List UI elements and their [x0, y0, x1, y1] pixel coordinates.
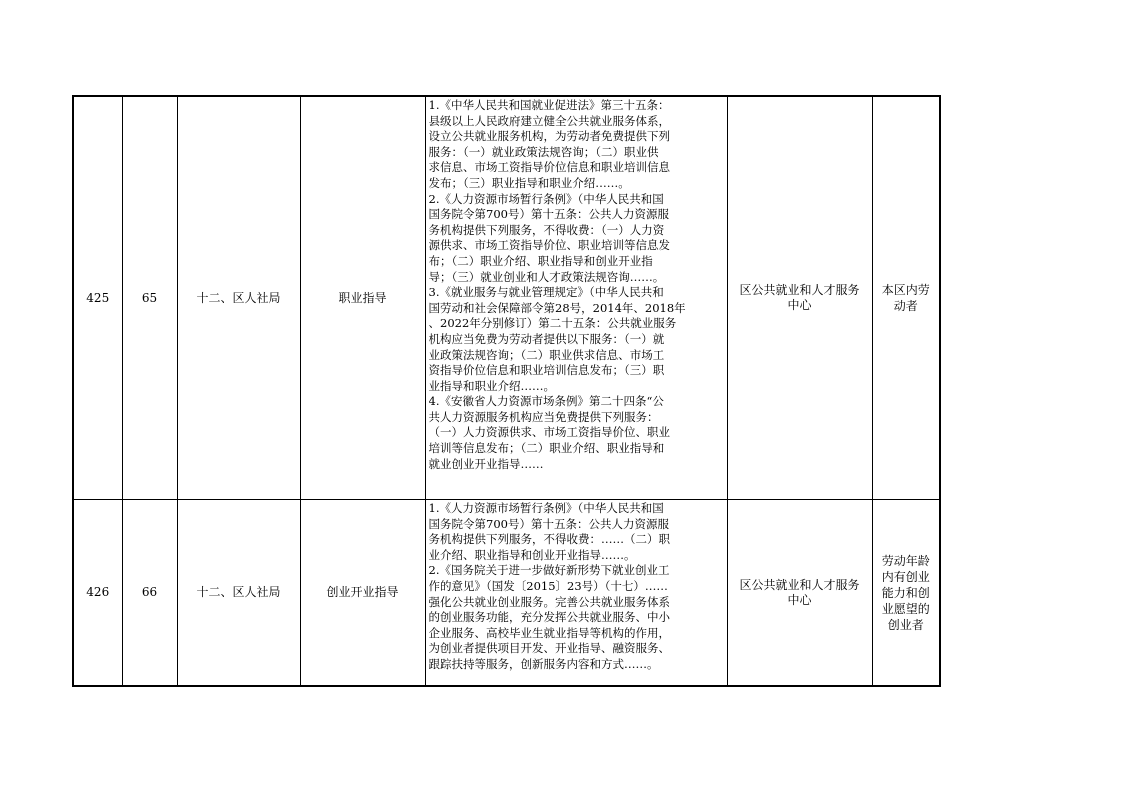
- department-cell: 十二、区人社局: [177, 500, 300, 687]
- basis-line: 的创业服务功能，充分发挥公共就业服务、中小: [428, 610, 670, 625]
- seq-cell: 426: [73, 500, 122, 687]
- service-item-cell: 创业开业指导: [300, 500, 425, 687]
- basis-line: 业介绍、职业指导和创业开业指导……。: [428, 547, 636, 562]
- target-line: 业愿望的: [881, 601, 930, 616]
- basis-line: 1.《人力资源市场暂行条例》（中华人民共和国: [428, 501, 664, 515]
- table-row: [73, 500, 940, 687]
- target-line: 劳动年龄: [881, 553, 930, 568]
- basis-line: 源供求、市场工资指导价位、职业培训等信息发: [428, 238, 670, 253]
- target-line: 本区内劳: [881, 283, 930, 297]
- basis-line: 导；（三）就业创业和人才政策法规咨询……。: [428, 269, 665, 284]
- basis-line: 强化公共就业创业服务。完善公共就业服务体系: [428, 594, 670, 609]
- sub-seq-cell: 65: [122, 96, 177, 500]
- department-cell: 十二、区人社局: [177, 96, 300, 500]
- sub-seq-cell: 66: [122, 500, 177, 687]
- basis-line: 国务院令第700号）第十五条：公共人力资源服: [428, 207, 669, 222]
- basis-line: 共人力资源服务机构应当免费提供下列服务：: [428, 409, 659, 424]
- service-org-cell: [727, 96, 872, 500]
- basis-line: 业政策法规咨询；（二）职业供求信息、市场工: [428, 347, 665, 362]
- basis-line: 企业服务、高校毕业生就业指导等机构的作用，: [428, 625, 670, 640]
- org-line: 区公共就业和人才服务: [739, 283, 860, 297]
- seq-cell: 425: [73, 96, 122, 500]
- basis-line: 资指导价位信息和职业培训信息发布；（三）职: [428, 363, 665, 378]
- legal-basis-cell: [425, 96, 727, 500]
- target-line: 能力和创: [881, 585, 930, 600]
- org-line: 中心: [787, 592, 812, 607]
- legal-basis-cell: [425, 500, 727, 687]
- service-table: [72, 95, 941, 687]
- basis-line: 2.《人力资源市场暂行条例》（中华人民共和国: [428, 191, 664, 206]
- target-line: 内有创业: [881, 569, 930, 584]
- basis-line: 县级以上人民政府建立健全公共就业服务体系，: [428, 113, 670, 128]
- basis-line: 布；（二）职业介绍、职业指导和创业开业指: [428, 253, 653, 268]
- basis-line: 国劳动和社会保障部令第28号，2014年、2018年: [428, 300, 686, 315]
- org-line: 区公共就业和人才服务: [739, 577, 860, 592]
- basis-line: 发布；（三）职业指导和职业介绍……。: [428, 175, 630, 190]
- target-cell: [872, 96, 940, 500]
- basis-line: 作的意见》（国发〔2015〕23号）（十七）……: [428, 578, 668, 593]
- service-org-cell: [727, 500, 872, 687]
- basis-line: 跟踪扶持等服务，创新服务内容和方式……。: [428, 656, 659, 671]
- basis-line: 培训等信息发布；（二）职业介绍、职业指导和: [428, 441, 665, 456]
- org-line: 中心: [787, 298, 812, 312]
- basis-line: 3.《就业服务与就业管理规定》（中华人民共和: [428, 285, 664, 300]
- basis-line: 服务：（一）就业政策法规咨询；（二）职业供: [428, 144, 659, 159]
- basis-line: 务机构提供下列服务，不得收费：……（二）职: [428, 532, 670, 547]
- target-line: 创业者: [887, 617, 924, 632]
- basis-line: 就业创业开业指导……: [428, 456, 544, 471]
- basis-line: 国务院令第700号）第十五条：公共人力资源服: [428, 516, 669, 531]
- basis-line: 务机构提供下列服务，不得收费：（一）人力资: [428, 222, 665, 237]
- basis-line: 业指导和职业介绍……。: [428, 378, 555, 393]
- target-line: 动者: [893, 299, 918, 313]
- target-cell: [872, 500, 940, 687]
- basis-line: 求信息、市场工资指导价位信息和职业培训信息: [428, 160, 670, 175]
- basis-line: 1.《中华人民共和国就业促进法》第三十五条：: [428, 98, 670, 112]
- service-item-cell: 职业指导: [300, 96, 425, 500]
- basis-line: 设立公共就业服务机构，为劳动者免费提供下列: [428, 129, 670, 144]
- basis-line: 、2022年分别修订）第二十五条：公共就业服务: [428, 316, 677, 331]
- basis-line: 机构应当免费为劳动者提供以下服务：（一）就: [428, 331, 665, 346]
- basis-line: 4.《安徽省人力资源市场条例》第二十四条“公: [428, 394, 664, 409]
- basis-line: 为创业者提供项目开发、开业指导、融资服务、: [428, 641, 670, 656]
- table-row: [73, 96, 940, 500]
- basis-line: 2.《国务院关于进一步做好新形势下就业创业工: [428, 563, 670, 578]
- basis-line: （一）人力资源供求、市场工资指导价位、职业: [428, 425, 670, 440]
